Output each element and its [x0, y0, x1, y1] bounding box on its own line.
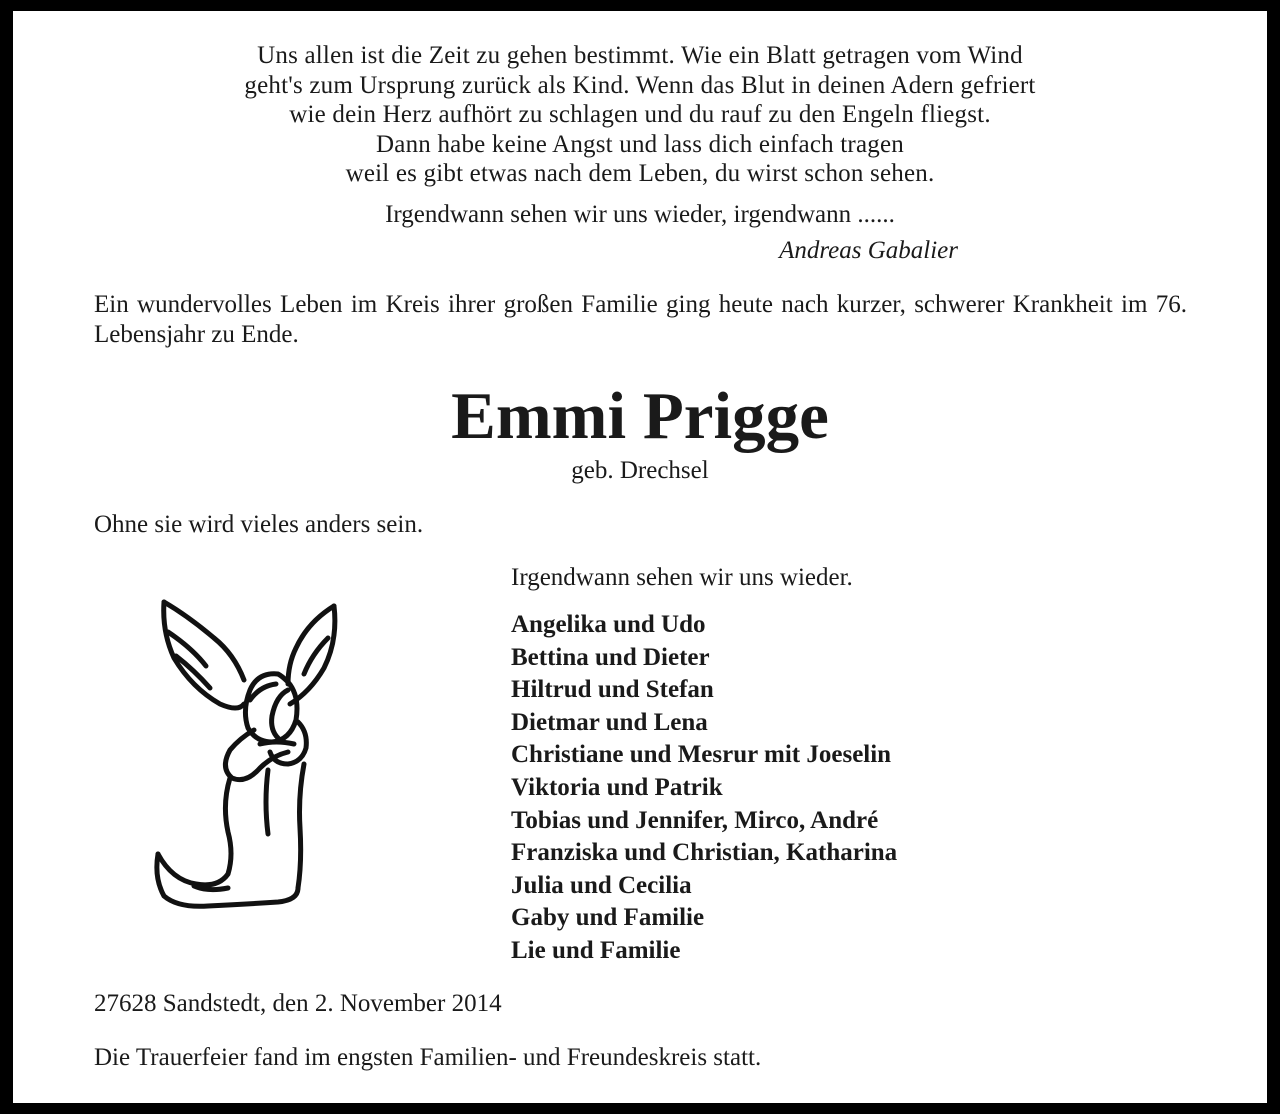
- poem-line: weil es gibt etwas nach dem Leben, du wirst schon sehen.: [345, 160, 935, 187]
- mourner-entry: Tobias und Jennifer, Mirco, André: [511, 806, 879, 834]
- mourner-entry: Lie und Familie: [511, 936, 681, 964]
- mourner-entry: Viktoria und Patrik: [511, 773, 723, 801]
- mourner-entry: Angelika und Udo: [511, 611, 706, 638]
- memorial-quote: Ohne sie wird vieles anders sein.: [94, 511, 424, 538]
- poem-line: Dann habe keine Angst und lass dich einfach tragen: [376, 130, 904, 158]
- mourner-entry: Dietmar und Lena: [511, 708, 708, 736]
- poem-line: Uns allen ist die Zeit zu gehen bestimmt. Wie ein Blatt getragen vom Wind: [257, 42, 1023, 69]
- angel-icon: [148, 592, 348, 914]
- mourner-entry: Gaby und Familie: [511, 904, 705, 932]
- poem-author: Andreas Gabalier: [779, 237, 958, 264]
- poem-line: geht's zum Ursprung zurück als Kind. Wenn das Blut in deinen Adern gefriert: [244, 71, 1036, 99]
- mourner-entry: Julia und Cecilia: [511, 871, 692, 899]
- mourner-entry: Christiane und Mesrur mit Joeselin: [511, 741, 892, 769]
- ceremony-note: Die Trauerfeier fand im engsten Familien- und Freundeskreis statt.: [94, 1044, 762, 1071]
- place-and-date: 27628 Sandstedt, den 2. November 2014: [94, 990, 502, 1017]
- mourner-entry: Bettina und Dieter: [511, 643, 710, 671]
- mourner-entry: Hiltrud und Stefan: [511, 676, 714, 704]
- intro-text: Ein wundervolles Leben im Kreis ihrer großen Familie ging heute nach kurzer, schwerer Krankheit im 76. Lebensjahr zu Ende.: [94, 291, 1187, 348]
- deceased-name: Emmi Prigge: [451, 379, 829, 453]
- poem-line: wie dein Herz aufhört zu schlagen und du rauf zu den Engeln fliegst.: [289, 101, 991, 128]
- poem: [140, 41, 1140, 189]
- poem-refrain: Irgendwann sehen wir uns wieder, irgendwann ......: [385, 201, 895, 228]
- mourners-list: [511, 609, 897, 968]
- mourner-entry: Franziska und Christian, Katharina: [511, 839, 898, 867]
- farewell-line: Irgendwann sehen wir uns wieder.: [511, 564, 853, 591]
- maiden-name: geb. Drechsel: [571, 457, 709, 484]
